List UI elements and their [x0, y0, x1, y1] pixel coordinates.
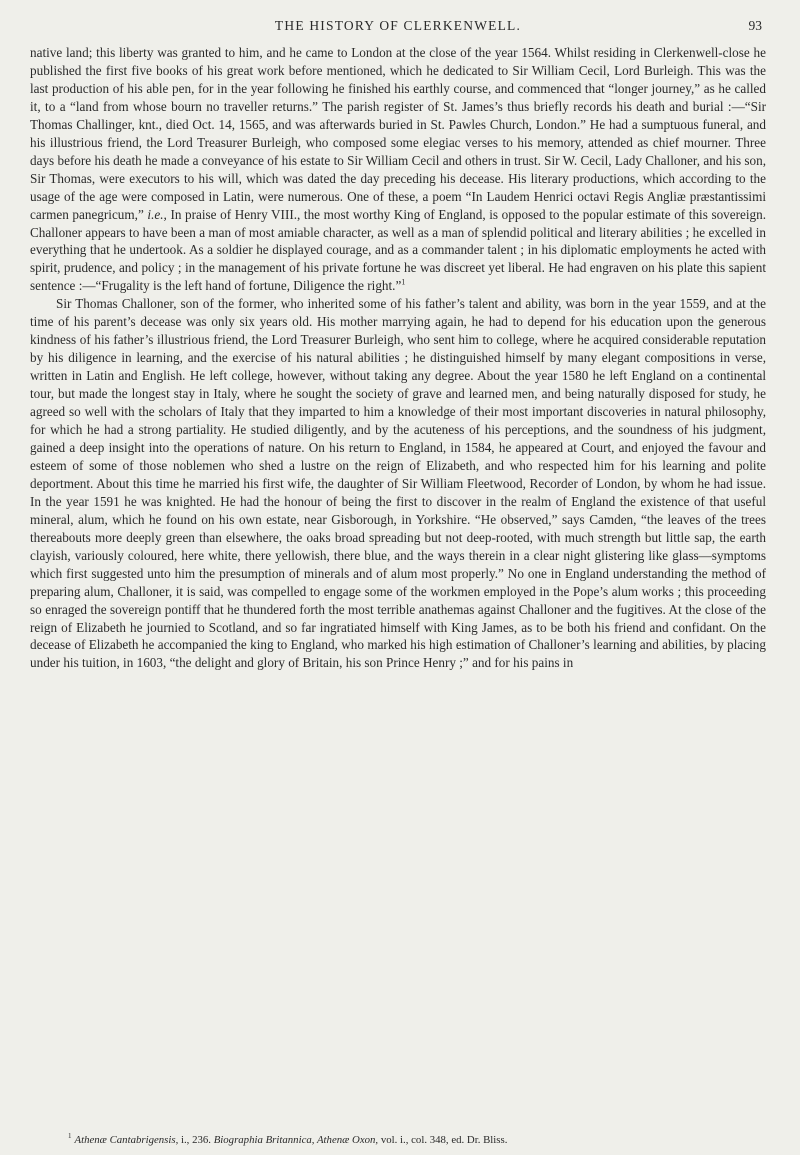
- paragraph-1: [30, 44, 766, 295]
- paragraph-2: Sir Thomas Challoner, son of the former, who inherited some of his father’s talent and ability, was born in the year 1559, and at the time of his parent’s decease was only six years old. His mother marrying again, he had to depend for his education upon the generous kindness of his father’s illustrious friend, the Lord Treasurer Burleigh, who sent him to college, where he acquired considerable reputation by his diligence in learning, and the exercise of his natural abilities ; he distinguished himself by many elegant compositions in verse, written in Latin and English. He left college, however, without taking any degree. About the year 1580 he left England on a continental tour, but made the longest stay in Italy, where he sought the society of grave and learned men, and being naturally disposed for study, he agreed so well with the scholars of Italy that they imparted to him a knowledge of their most important discoveries in natural philosophy, for which he had a strong partiality. He studied diligently, and by the acuteness of his perceptions, and the soundness of his judgment, gained a deep insight into the operations of nature. On his return to England, in 1584, he appeared at Court, and enjoyed the favour and esteem of some of those noblemen who shed a lustre on the reign of Elizabeth, and who respected him for his learning and polite deportment. About this time he married his first wife, the daughter of Sir William Fleetwood, Recorder of London, by whom he had issue. In the year 1591 he was knighted. He had the honour of being the first to discover in the realm of England the existence of that useful mineral, alum, which he found on his own estate, near Gisborough, in Yorkshire. “He observed,” says Camden, “the leaves of the trees thereabouts more deeply green than elsewhere, the oaks broad spreading but not deep-rooted, with much strength but little sap, the earth clayish, variously coloured, here white, there yellowish, there blue, and the ways therein in a clear night glistering like glass—symptoms which first suggested unto him the presumption of minerals and of alum most properly.” No one in England understanding the method of preparing alum, Challoner, it is said, was compelled to engage some of the workmen employed in the Pope’s alum works ; this proceeding so enraged the sovereign pontiff that he thundered forth the most terrible anathemas against Challoner and the fugitives. At the close of the reign of Elizabeth he journied to Scotland, and so far ingratiated himself with King James, as to be both his friend and confidant. On the decease of Elizabeth he accompanied the king to England, who marked his high estimation of Challoner’s learning and abilities, by placing under his tuition, in 1603, “the delight and glory of Britain, his son Prince Henry ;” and for his pains in: [30, 296, 766, 671]
- running-title: THE HISTORY OF CLERKENWELL.: [274, 18, 522, 33]
- footnote-ref-1: i., 236.: [180, 1134, 211, 1146]
- footnote-ref-2: vol. i., col. 348, ed. Dr. Bliss.: [380, 1134, 508, 1146]
- page-number: 93: [748, 18, 762, 33]
- footnote: [68, 1133, 770, 1147]
- footnote-marker: 1: [68, 1132, 72, 1141]
- paragraph-1-abbrev: i.e.,: [147, 206, 167, 222]
- paragraph-1-part-a: native land; this liberty was granted to him, and he came to London at the close of the year 1564. Whilst residing in Clerkenwell-close he published the first five books of his great work before mentioned, which he dedicated to Sir William Cecil, Lord Burleigh. This was the last production of his able pen, for in the year following he finished his earthly course, and commenced that “longer journey,” as he called it, to a “land from whose bourn no traveller returns.” The parish register of St. James’s thus briefly records his death and burial :—“Sir Thomas Challinger, knt., died Oct. 14, 1565, and was afterwards buried in St. Pawles Church, London.” He had a sumptuous funeral, and his illustrious friend, the Lord Treasurer Burleigh, who composed some elegiac verses to his memory, attended as chief mourner. Three days before his death he made a conveyance of his estate to Sir William Cecil and others in trust. Sir W. Cecil, Lady Challoner, and his son, Sir Thomas, were executors to his will, which was dated the day preceding his decease. His literary productions, which according to the usage of the age were composed in Latin, were numerous. One of these, a poem “In Laudem Henrici octavi Regis Angliæ præstantissimi carmen panegricum,”: [30, 45, 766, 222]
- paragraph-1-part-b: In praise of Henry VIII., the most worthy King of England, is opposed to the popular estimate of this sovereign. Challoner appears to have been a man of most amiable character, as well as a man of splendid political and literary abilities ; he excelled in everything that he undertook. As a soldier he displayed courage, and as a commander talent ; in his diplomatic employments he acted with spirit, prudence, and policy ; in the management of his private fortune he was discreet yet liberal. He had engraven on his plate this sapient sentence :—“Frugality is the left hand of fortune, Diligence the right.”: [30, 206, 767, 294]
- running-header: [30, 16, 766, 40]
- footnote-title-2: Biographia Britannica, Athenæ Oxon,: [213, 1134, 379, 1146]
- footnote-reference[interactable]: 1: [401, 278, 406, 287]
- main-text: [30, 44, 766, 672]
- footnote-title-1: Athenæ Cantabrigensis,: [74, 1134, 179, 1146]
